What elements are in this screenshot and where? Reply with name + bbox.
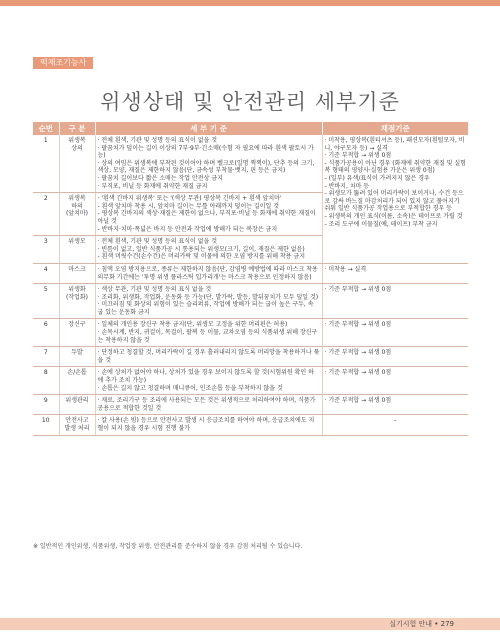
standard-line: · 전체 흰색, 기관 및 성명 등의 표식이 없을 것 [97, 137, 218, 144]
standard-line: · 팔꿈치 길이보다 짧은 소매는 작업 안전상 금지 [97, 174, 223, 182]
category-line: 상의 [71, 144, 83, 152]
header-scoring: 채점기준 [322, 122, 468, 135]
scoring-line: · 기준 부적합 → 위생 0점 [324, 397, 392, 405]
cell-standard [95, 395, 322, 415]
cell-category [59, 193, 95, 236]
standards-table [33, 122, 468, 436]
scoring-line: · 미착용 → 실격 [324, 265, 367, 273]
category-line: (작업화) [65, 293, 89, 301]
standard-line: · 일체의 개인용 장신구 착용 금지(단, 위생모 고정을 위한 머리핀은 허용) [97, 321, 288, 329]
scoring-line: – [393, 417, 397, 425]
cell-scoring [322, 395, 468, 415]
cell-category [59, 135, 95, 193]
standard-line: · 손목시계, 반지, 귀걸이, 목걸이, 팔찌 등 이물, 교차오염 등의 식품위생 위해 장신구는 착용하지 않을 것 [97, 329, 318, 344]
standard-line: - 흰색 머릿수건(손수건)은 머리카락 및 이물에 의한 오염 방지를 위해 착용 금지 [97, 253, 306, 261]
standard-line: · 부직포, 비닐 등 화재에 취약한 재질 금지 [97, 182, 208, 190]
table-row [33, 319, 468, 347]
page-footer-label: 실기시험 안내 • 279 [389, 620, 454, 628]
standards-table-wrapper [33, 122, 468, 436]
category-line: 위생화 [68, 286, 86, 294]
category-line: 위생관리 [65, 397, 89, 405]
footer-bottom [0, 630, 500, 644]
scoring-line: · 미착용, 평상복(흰티셔츠 등), 패션모자(흰털모자, 비니, 야구모자 등) → 실격 [324, 137, 465, 152]
table-row [33, 263, 468, 283]
category-line: 손/손톱 [67, 369, 87, 377]
cell-scoring [322, 135, 468, 263]
standard-line: · 손에 상처가 없어야 하나, 상처가 있을 경우 보이지 않도록 할 것(시험위원 확인 하에 추가 조치 가능) [97, 369, 314, 385]
table-body [33, 135, 468, 435]
scoring-line: · 기준 부적합 → 위생 0점 [324, 152, 392, 160]
cell-standard [95, 415, 322, 435]
table-row [33, 415, 468, 435]
table-row [33, 284, 468, 319]
table-row [33, 347, 468, 367]
cell-category [59, 284, 95, 319]
cell-scoring [322, 263, 468, 283]
scoring-line: - 위생모가 뚫려 있어 머리카락이 보이거나, 수건 등으로 감싸 바느질 마감처리가 되어 있지 않고 풀어지기 쉬워 일반 식품가공 작업용으로 부적합한 경우 등 [324, 190, 464, 213]
standard-line: - 반바지·치마·폭넓은 바지 등 안전과 작업에 방해가 되는 복장은 금지 [97, 225, 278, 233]
cell-scoring [322, 367, 468, 395]
cell-standard [95, 236, 322, 264]
cell-no: 9 [33, 395, 59, 415]
cell-standard [95, 263, 322, 283]
header-no: 순번 [33, 122, 59, 135]
cell-standard [95, 347, 322, 367]
scoring-line: · 기준 부적합 → 위생 0점 [324, 369, 392, 377]
category-line: 발생 처리 [64, 425, 90, 432]
category-line: 두발 [71, 349, 83, 357]
cell-no: 2 [33, 193, 59, 236]
header-category: 구 분 [59, 122, 95, 135]
table-header-row [33, 122, 468, 135]
scoring-line: · 기준 부적합 → 위생 0점 [324, 349, 392, 357]
table-row [33, 367, 468, 395]
cell-no: 5 [33, 284, 59, 319]
cell-scoring [322, 319, 468, 347]
standard-line: · 단정하고 청결할 것, 머리카락이 길 경우 흘러내리지 않도록 머리망을 착용하거나 묶을 것 [97, 349, 320, 364]
cell-category [59, 367, 95, 395]
standard-line: - 흰색 앞치마 착용 시, 앞치마 길이는 무릎 아래까지 덮이는 길이일 것 [97, 202, 280, 210]
scoring-line: · 기준 부적합 → 위생 0점 [324, 286, 392, 294]
page-title: 위생상태 및 안전관리 세부기준 [100, 90, 400, 114]
category-line: 마스크 [68, 265, 86, 273]
top-accent-bar [0, 0, 500, 6]
cell-no: 6 [33, 319, 59, 347]
standard-line: · 침액 오염 방지용으로, 종류는 제한하지 않음(단, 감염병 예방법에 따라 마스크 착용 의무화 기간에는 '투명 위생 플라스틱 입가리개'는 마스크 착용으로 인정하지 않음) [97, 265, 318, 281]
scoring-line: - 식품가공용이 아닌 경우 (화재에 취약한 재질 및 실험복 형태의 영양사·실험용 가운은 위생 0점) [324, 159, 466, 175]
standard-line: · 미끄러짐 및 화상의 위험이 있는 슬리퍼류, 작업에 방해가 되는 굽이 높은 구두, 속 굽 있는 운동화 금지 [97, 301, 314, 316]
cell-no: 7 [33, 347, 59, 367]
cell-standard [95, 367, 322, 395]
footnote: ※ 일반적인 개인위생, 식품위생, 작업장 위생, 안전관리를 준수하지 않을 경우 감점 처리될 수 있습니다. [33, 543, 303, 550]
standard-line: · 상의 여밈은 위생복에 부착된 것이어야 하며 벨크로(일명 찍찍이), 단추 등의 크기, 색상, 모양, 재질은 제한하지 않음(단, 금속성 부착물·뱃지, 핀 등은 금지) [97, 159, 315, 175]
standard-line: · 칼 사용(손 빔) 등으로 안전사고 발생 시 응급조치를 하여야 하며, 응급조치에도 지혈이 되지 않을 경우 시험 진행 불가 [97, 417, 315, 432]
cell-category [59, 236, 95, 264]
cell-category [59, 415, 95, 435]
header-standard: 세 부 기 준 [95, 122, 322, 135]
standard-line: · 손톱은 길지 않고 청결하며 매니큐어, 인조손톱 등을 부착하지 않을 것 [97, 384, 283, 392]
cell-no: 4 [33, 263, 59, 283]
category-line: 안전사고 [65, 417, 89, 425]
cell-no: 8 [33, 367, 59, 395]
section-tag: 떡제조기능사 [33, 57, 93, 69]
category-line: (앞치마) [65, 210, 89, 218]
standard-line: · 색상 무관, 기관 및 성명 등의 표식 없을 것 [97, 286, 212, 294]
cell-scoring [322, 347, 468, 367]
cell-category [59, 263, 95, 283]
scoring-line: - 반바지, 치마 등 [324, 182, 370, 190]
category-line: 위생복 [68, 195, 86, 203]
category-line: 하의 [71, 202, 83, 210]
category-line: 장신구 [68, 321, 86, 329]
standard-line: · 조리화, 위생화, 작업화, 운동화 등 가능(단, 발가락, 발등, 발뒤꿈치가 모두 덮일 것) [97, 293, 319, 301]
scoring-line: - 위생복의 개인 표식(이름, 소속)은 테이프로 가릴 것 [324, 212, 463, 220]
category-line: 위생복 [68, 137, 86, 144]
scoring-line: - 조리 도구에 이물질(예, 테이프) 부착 금지 [324, 220, 438, 228]
cell-standard [95, 284, 322, 319]
cell-category [59, 347, 95, 367]
table-row [33, 395, 468, 415]
cell-standard [95, 319, 322, 347]
standard-line: · 전체 흰색, 기관 및 성명 등의 표식이 없을 것 [97, 238, 218, 246]
table-row [33, 135, 468, 193]
scoring-line: - (일부) 유색/표식이 가려지지 않은 경우 [324, 174, 430, 182]
cell-no: 1 [33, 135, 59, 193]
category-line: 위생모 [68, 238, 86, 246]
scoring-line: · 기준 부적합 → 위생 0점 [324, 321, 392, 329]
standard-line: · '흰색 긴바지 위생복' 또는 '(색상 무관) 평상복 긴바지 + 흰색 앞치마' [97, 195, 282, 203]
standard-line: · 빈틈이 없고, 일반 식품가공 시 통용되는 위생모(크기, 길이, 재질은 제한 없음) [97, 245, 305, 253]
cell-standard [95, 135, 322, 193]
standard-line: · 팔꿈치가 덮이는 길이 이상의 7부·9부·긴소매(수험 자 필요에 따라 흰색 팔토시 가능) [97, 144, 314, 160]
cell-standard [95, 193, 322, 236]
standard-line: - 평상복 긴바지의 색상·재질은 제한이 없으나, 부직포·비닐 등 화재에 취약한 재질이 아닐 것 [97, 210, 316, 225]
standard-line: · 재료, 조리기구 등 조리에 사용되는 모든 것은 위생적으로 처리하여야 하며, 식품가공용으로 적합한 것일 것 [97, 397, 316, 412]
cell-no: 10 [33, 415, 59, 435]
cell-no: 3 [33, 236, 59, 264]
cell-scoring [322, 415, 468, 435]
cell-category [59, 319, 95, 347]
cell-category [59, 395, 95, 415]
cell-scoring [322, 284, 468, 319]
